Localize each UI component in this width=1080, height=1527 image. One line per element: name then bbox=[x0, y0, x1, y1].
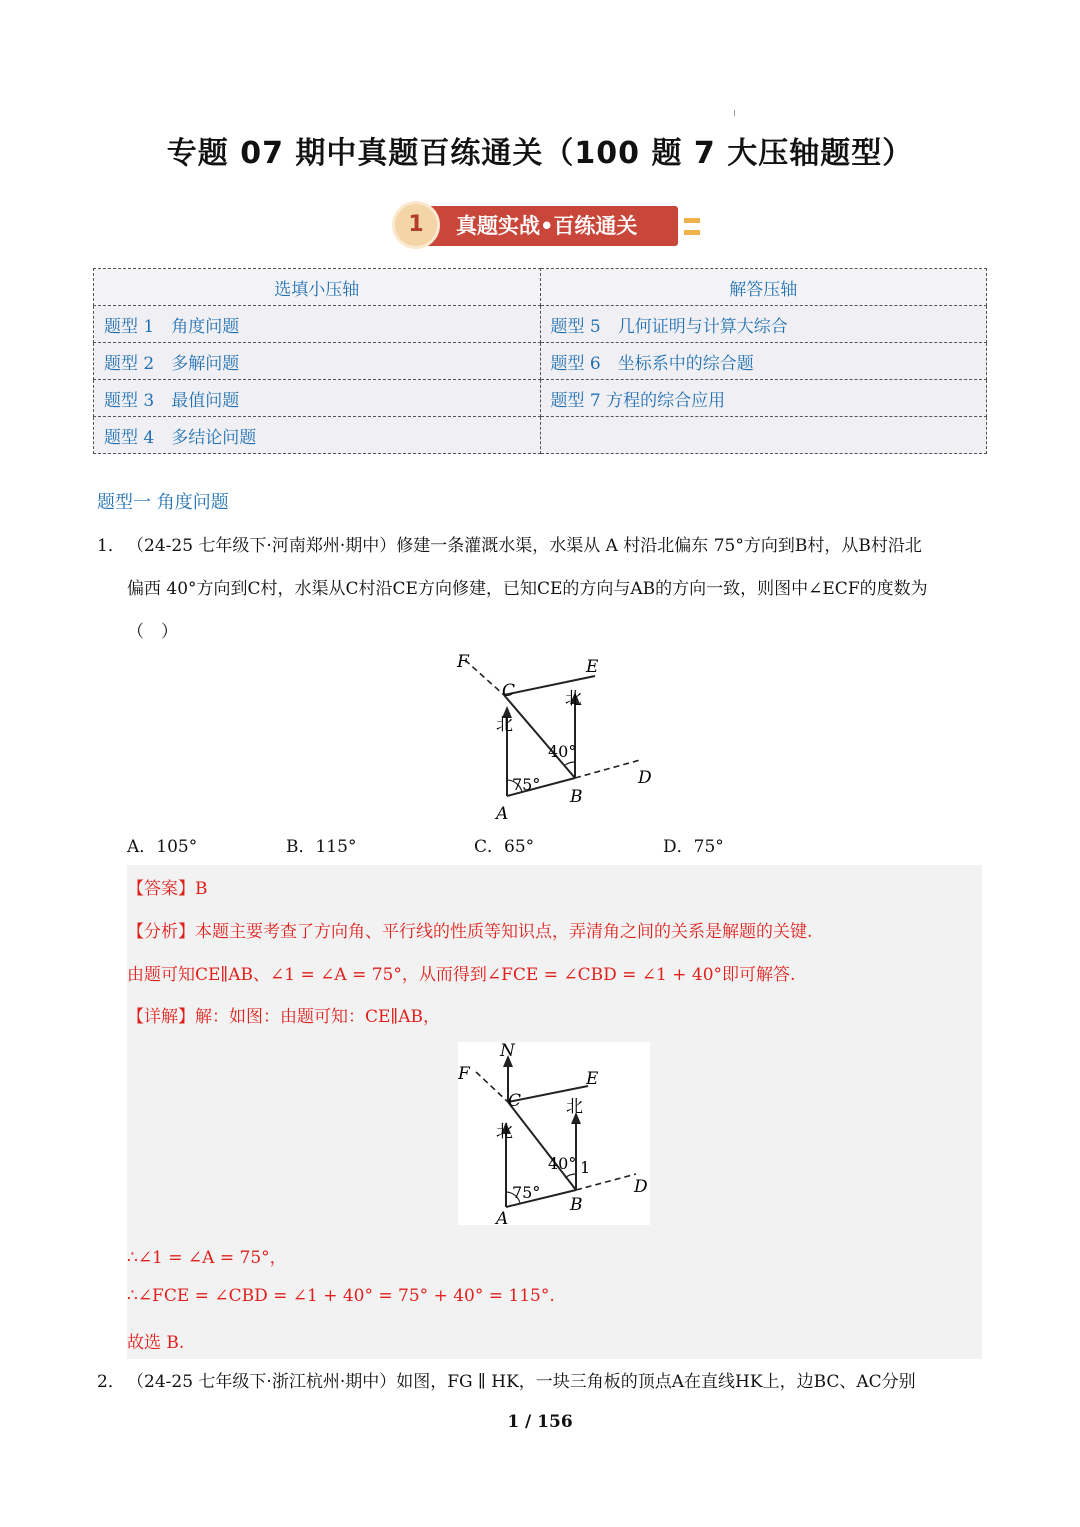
label-b: B bbox=[570, 1195, 583, 1215]
question-text-line: （24-25 七年级下·浙江杭州·期中）如图，FG ∥ HK，一块三角板的顶点A在直线HK上，边BC、AC分别 bbox=[127, 1372, 916, 1392]
label-d: D bbox=[634, 1177, 648, 1197]
label-angle-40: 40° bbox=[548, 1154, 577, 1173]
topic-link[interactable]: 题型 1 角度问题 bbox=[94, 306, 541, 343]
answer-tag: 【答案】 bbox=[127, 879, 195, 899]
topic-link[interactable]: 题型 3 最值问题 bbox=[94, 380, 541, 417]
solution-step-1: ∴∠1 = ∠A = 75°， bbox=[127, 1248, 287, 1268]
page-title: 专题 07 期中真题百练通关（100 题 7 大压轴题型） bbox=[166, 136, 914, 171]
label-a: A bbox=[496, 804, 509, 824]
analysis-line bbox=[127, 917, 812, 942]
option-c[interactable]: C．65° bbox=[474, 837, 535, 857]
banner-label: 真题实战•百练通关 bbox=[414, 206, 678, 246]
label-angle-75: 75° bbox=[512, 1183, 541, 1202]
banner-number-badge: 1 bbox=[392, 201, 440, 249]
banner-stripe bbox=[684, 230, 700, 235]
table-header: 选填小压轴 bbox=[94, 269, 541, 306]
label-north: 北 bbox=[496, 715, 513, 735]
question-2 bbox=[97, 1368, 916, 1396]
topic-link[interactable]: 题型 6 坐标系中的综合题 bbox=[540, 343, 987, 380]
table-header: 解答压轴 bbox=[540, 269, 987, 306]
page-number: 1 / 156 bbox=[507, 1412, 573, 1432]
figure-background bbox=[458, 1042, 650, 1225]
solution-step-2: ∴∠FCE = ∠CBD = ∠1 + 40° = 75° + 40° = 115°. bbox=[127, 1286, 555, 1306]
label-e: E bbox=[586, 1069, 599, 1089]
topic-link[interactable]: 题型 7 方程的综合应用 bbox=[540, 380, 987, 417]
answer-line bbox=[127, 874, 208, 899]
solution-figure bbox=[458, 1042, 650, 1225]
answer-value: B bbox=[195, 879, 208, 899]
label-north: 北 bbox=[565, 689, 582, 709]
label-angle-40: 40° bbox=[548, 742, 577, 761]
question-1 bbox=[97, 532, 922, 560]
question-text-line: 偏西 40°方向到C村，水渠从C村沿CE方向修建，已知CE的方向与AB的方向一致，则图中∠ECF的度数为 bbox=[127, 579, 928, 599]
solution-conclusion: 故选 B. bbox=[127, 1333, 185, 1353]
question-number: 2． bbox=[97, 1372, 125, 1392]
analysis-line-2: 由题可知CE∥AB、∠1 = ∠A = 75°，从而得到∠FCE = ∠CBD = ∠1 + 40°即可解答. bbox=[127, 965, 796, 985]
label-c: C bbox=[508, 1091, 522, 1111]
label-e: E bbox=[586, 657, 599, 677]
label-n: N bbox=[500, 1042, 515, 1061]
line-bd bbox=[575, 760, 640, 778]
banner-stripe bbox=[684, 218, 700, 223]
label-f: F bbox=[458, 1064, 470, 1084]
analysis-tag: 【分析】 bbox=[127, 922, 195, 942]
table-empty-cell bbox=[540, 417, 987, 454]
topic-table bbox=[93, 268, 987, 454]
section-heading: 题型一 角度问题 bbox=[97, 492, 229, 513]
angle-arc bbox=[564, 762, 575, 766]
page-tick-mark bbox=[734, 110, 735, 116]
analysis-text: 本题主要考查了方向角、平行线的性质等知识点，弄清角之间的关系是解题的关键. bbox=[195, 922, 813, 942]
label-angle-75: 75° bbox=[512, 775, 541, 794]
option-d[interactable]: D．75° bbox=[663, 837, 724, 857]
label-a: A bbox=[496, 1209, 509, 1225]
detail-tag: 【详解】 bbox=[127, 1007, 195, 1027]
detail-line bbox=[127, 1002, 440, 1027]
label-angle-1: 1 bbox=[580, 1158, 591, 1177]
question-number: 1． bbox=[97, 536, 125, 556]
option-b[interactable]: B．115° bbox=[286, 837, 357, 857]
line-cf bbox=[465, 660, 504, 695]
label-c: C bbox=[502, 681, 516, 701]
question-text-line: （ ） bbox=[127, 622, 178, 642]
label-north: 北 bbox=[566, 1097, 583, 1117]
label-north: 北 bbox=[496, 1122, 513, 1142]
topic-link[interactable]: 题型 5 几何证明与计算大综合 bbox=[540, 306, 987, 343]
section-banner bbox=[392, 200, 712, 254]
label-b: B bbox=[570, 787, 583, 807]
option-a[interactable]: A．105° bbox=[127, 837, 198, 857]
question-figure bbox=[440, 650, 670, 825]
label-d: D bbox=[638, 768, 652, 788]
topic-link[interactable]: 题型 4 多结论问题 bbox=[94, 417, 541, 454]
question-text-line: （24-25 七年级下·河南郑州·期中）修建一条灌溉水渠，水渠从 A 村沿北偏东 75°方向到B村，从B村沿北 bbox=[127, 536, 922, 556]
topic-link[interactable]: 题型 2 多解问题 bbox=[94, 343, 541, 380]
detail-text: 解：如图：由题可知：CE∥AB， bbox=[195, 1007, 441, 1027]
label-f: F bbox=[457, 652, 469, 672]
